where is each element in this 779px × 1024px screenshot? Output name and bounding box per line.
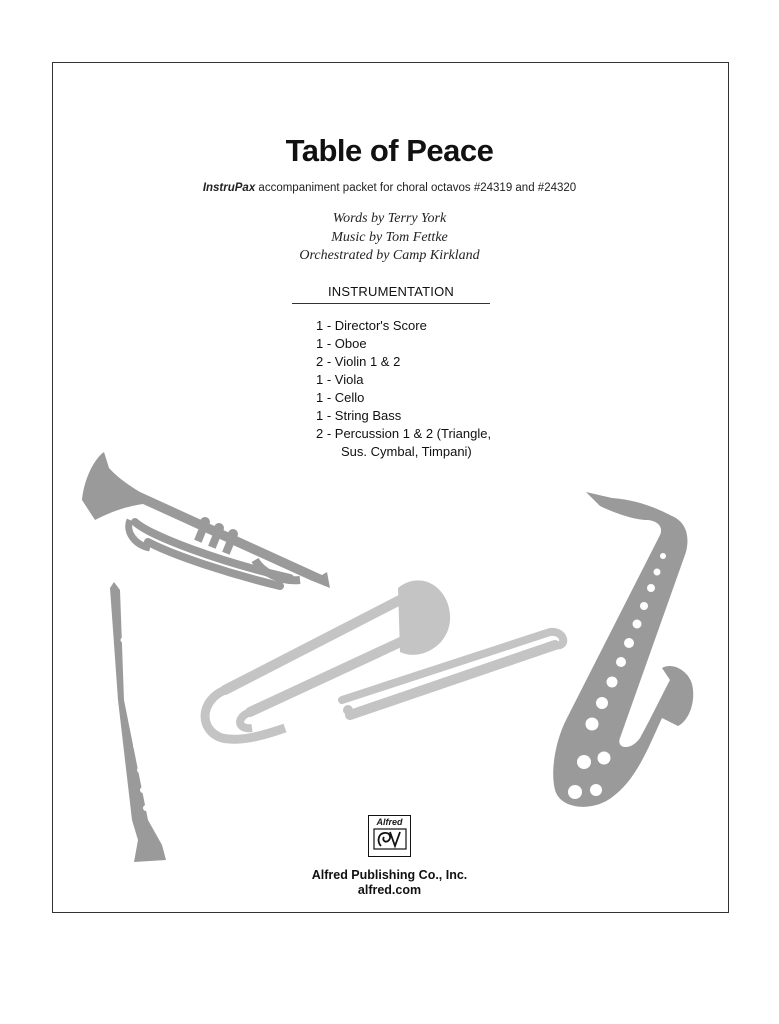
list-item: 1 - Oboe	[316, 336, 367, 351]
treble-clef-icon	[373, 828, 407, 850]
trombone-icon	[205, 580, 563, 739]
brand-name: InstruPax	[202, 182, 256, 194]
subtitle-text: accompaniment packet for choral octavos #24319 and #24320	[255, 182, 577, 194]
logo-text: Alfred	[376, 817, 403, 827]
list-item: 1 - String Bass	[316, 408, 402, 423]
list-item: 1 - Cello	[316, 390, 365, 405]
saxophone-icon	[553, 492, 693, 807]
list-item: 1 - Viola	[316, 372, 364, 387]
publisher-url: alfred.com	[357, 883, 422, 897]
alfred-logo	[368, 815, 411, 857]
clarinet-icon	[110, 582, 166, 862]
list-item: 1 - Director's Score	[316, 318, 427, 333]
instrumentation-heading: INSTRUMENTATION	[292, 284, 490, 304]
list-item: 2 - Violin 1 & 2	[316, 354, 401, 369]
page-title: Table of Peace	[285, 133, 494, 168]
publisher-name: Alfred Publishing Co., Inc.	[311, 868, 468, 882]
trumpet-icon	[82, 452, 330, 588]
credit-orchestration: Orchestrated by Camp Kirkland	[299, 248, 480, 263]
credit-words: Words by Terry York	[332, 211, 447, 226]
publisher	[0, 868, 779, 898]
list-item: 2 - Percussion 1 & 2 (Triangle,	[316, 426, 492, 441]
list-item: Sus. Cymbal, Timpani)	[341, 444, 472, 459]
credit-music: Music by Tom Fettke	[331, 229, 448, 245]
